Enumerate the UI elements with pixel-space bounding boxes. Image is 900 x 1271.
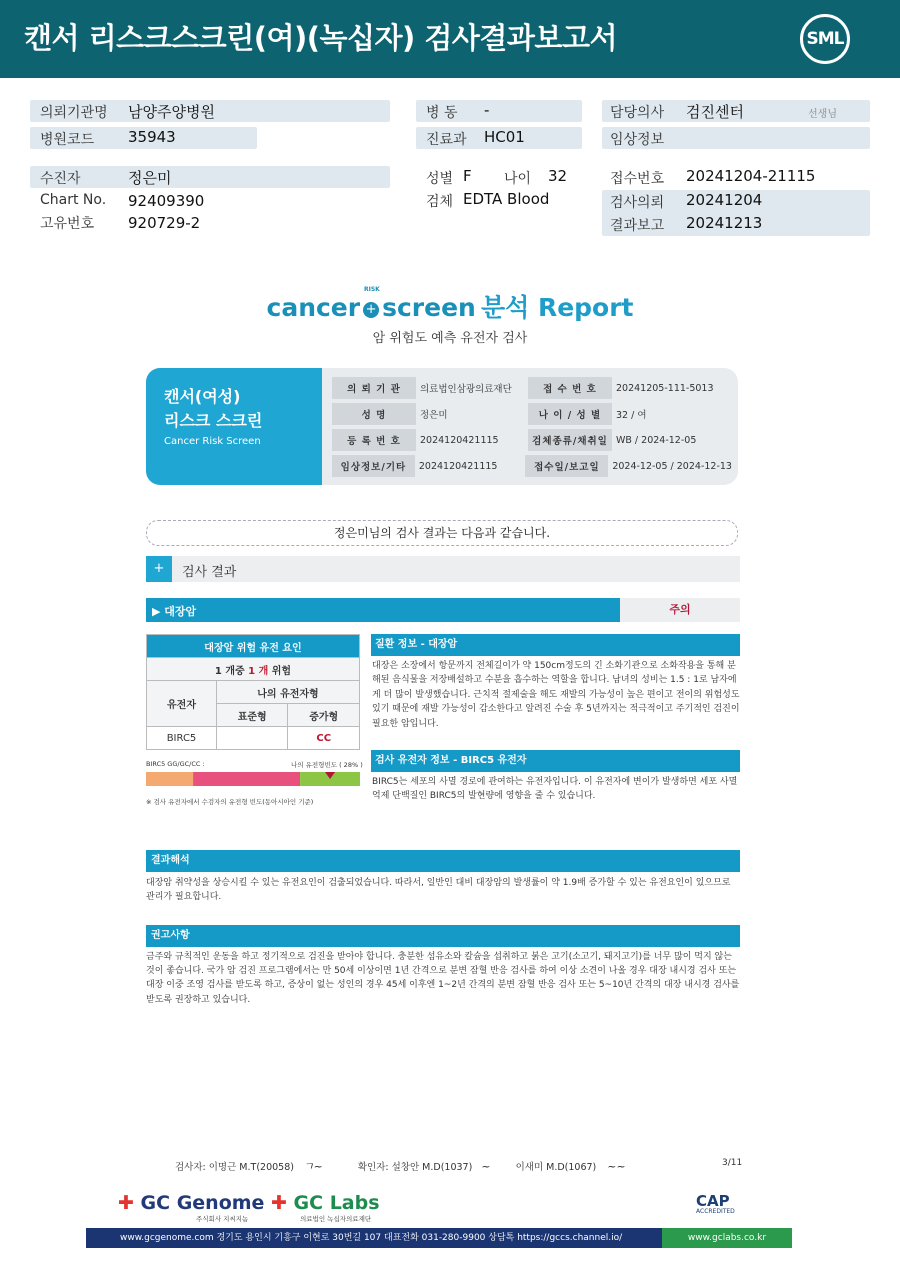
gc-labs-text: GC Labs [293, 1192, 380, 1214]
table-row [147, 727, 360, 750]
gc-genome-text: GC Genome [140, 1192, 265, 1214]
patient-card [146, 368, 738, 485]
recommendation-title: 권고사항 [146, 925, 740, 947]
examiner: 검사자: 이명근 M.T(20058) [175, 1162, 294, 1173]
brand-subtitle: 암 위험도 예측 유전자 검사 [372, 331, 528, 346]
card-value: 32 / 여 [616, 410, 647, 421]
greeting: 정은미님의 검사 결과는 다음과 같습니다. [146, 520, 738, 546]
disease-bar [146, 598, 620, 622]
gc-labs-logo [271, 1192, 380, 1214]
result-label: 결과보고 [610, 218, 665, 234]
patient-label: 수진자 [40, 171, 81, 187]
brand-logo [0, 288, 900, 324]
report-title: 캔서 리스크스크린(여)(녹십자) 검사결과보고서 [24, 21, 617, 55]
sex-label: 성별 [426, 171, 454, 187]
card-value: 정은미 [420, 410, 448, 421]
hospital-code-value: 35943 [128, 128, 176, 146]
confirmer: 확인자: 설창안 M.D(1037) [357, 1162, 473, 1173]
risk-count-value: 1 개 [248, 665, 269, 677]
gene-info-title: 검사 유전자 정보 - BIRC5 유전자 [371, 750, 740, 772]
card-rows [332, 376, 732, 478]
col-gene: 유전자 [147, 681, 217, 727]
gene-info-text: BIRC5는 세포의 사멸 경로에 관여하는 유전자입니다. 이 유전자에 변이가 발생하면 세포 사멸 억제 단백질인 BIRC5의 발현량에 영향을 줄 수 있습니다. [372, 777, 738, 802]
freq-mine-label: 나의 유전형빈도 ( 28% ) [291, 761, 363, 769]
genotype-frequency-bar [146, 772, 360, 786]
age-value: 32 [548, 167, 568, 185]
card-label: 성 명 [332, 403, 416, 425]
risk-level-badge: 주의 [620, 598, 740, 622]
card-label: 접수일/보고일 [525, 455, 608, 477]
signature-line [175, 1158, 626, 1174]
risk-plus-icon: + [363, 302, 379, 318]
institution-label: 의뢰기관명 [40, 105, 108, 121]
risk-count [147, 658, 360, 681]
examiner-signature-icon: ㄱ~ [303, 1160, 323, 1173]
card-label: 의 뢰 기 관 [332, 377, 416, 399]
recommendation-text: 금주와 규칙적인 운동을 하고 정기적으로 검진을 받아야 합니다. 충분한 섬유소와 칼슘을 섭취하고 붉은 고기(소고기, 돼지고기)를 너무 많이 먹지 않는 것이 좋습니다. 국가 암 검진 프로그램에서는 만 50세 이상이면 1년 간격으로 분변 잠혈 반응 검사를 하여 이상 소견이 나올 경우 대장 내시경 검사 또는 대장 이중 조영 검사를 받도록 하고, 증상이 없는 성인의 경우 45세 이후엔 1~2년 간격의 분변 잠혈 반응 검사 또는 5~10년 간격의 대장 내시경 검사를 받도록 권장하고 있습니다. [146, 952, 740, 1005]
col-increased: 증가형 [288, 704, 360, 727]
card-title-2: 리스크 스크린 [164, 411, 263, 430]
std-genotype [217, 727, 288, 750]
table-row [147, 681, 360, 704]
card-value: 의료법인삼광의료재단 [420, 384, 512, 395]
unique-label: 고유번호 [40, 216, 95, 232]
confirmer-signature-icon: ~ [481, 1160, 491, 1173]
card-label: 등 록 번 호 [332, 429, 416, 451]
footer-address-bar: www.gcgenome.com 경기도 용인시 기흥구 이현로 30번길 107 대표전화 031-280-9900 상담톡 https://gccs.channel.io/ [86, 1228, 792, 1248]
freq-note: ※ 검사 유전자에서 수검자의 유전형 빈도(동아시아인 기준) [146, 798, 314, 806]
card-label: 검체종류/채취일 [528, 429, 612, 451]
freq-segment [146, 772, 193, 786]
col-standard: 표준형 [217, 704, 288, 727]
sml-logo: SML [800, 14, 850, 64]
inc-genotype: CC [288, 727, 360, 750]
doctor-value: 검진센터 [686, 103, 744, 121]
section-title: 검사 결과 [182, 565, 237, 580]
card-row [332, 402, 732, 426]
gc-labs-cross-icon: ✚ [271, 1192, 287, 1214]
request-label: 검사의뢰 [610, 195, 665, 211]
card-title-en: Cancer Risk Screen [164, 436, 261, 447]
reception-value: 20241204-21115 [686, 167, 816, 185]
disease-info-text: 대장은 소장에서 항문까지 전체길이가 약 150cm정도의 긴 소화기관으로 소화작용을 통해 분해된 음식물을 저장배설하고 수분을 흡수하는 역할을 합니다. 남녀의 성비는 1.5 : 1로 남자에게 더 많이 발생했습니다. 근치적 절제술을 해도 재발의 가능성이 높은 편이고 전이의 위험성도 있기 때문에 재발 가능성이 감소한다고 알려진 수술 후 5년까지는 적극적이고 주기적인 검진이 필요한 암입니다. [372, 661, 740, 729]
card-title-panel [146, 368, 322, 485]
dept-value: HC01 [484, 128, 525, 146]
table-row [147, 635, 360, 658]
freq-label: BIRC5 GG/GC/CC : [146, 760, 205, 768]
dept-label: 진료과 [426, 132, 467, 148]
card-row [332, 428, 732, 452]
specimen-value: EDTA Blood [463, 190, 550, 208]
gc-cross-icon: ✚ [118, 1192, 134, 1214]
page-number: 3/11 [722, 1158, 743, 1168]
cap-logo: CAP [696, 1192, 730, 1210]
disease-name: ▶ 대장암 [152, 605, 197, 618]
interpretation-title: 결과해석 [146, 850, 740, 872]
specimen-label: 검체 [426, 194, 454, 210]
card-label: 나 이 / 성 별 [528, 403, 612, 425]
freq-segment [193, 772, 300, 786]
table-row [147, 658, 360, 681]
clinical-label: 임상정보 [610, 132, 665, 148]
card-row [332, 376, 732, 400]
hospital-code-label: 병원코드 [40, 132, 95, 148]
confirmer-2-signature-icon: ~~ [607, 1160, 626, 1173]
card-title-1: 캔서(여성) [164, 387, 241, 406]
doctor-suffix: 선생님 [808, 109, 837, 120]
gene-risk-table [146, 634, 360, 750]
cap-sub: ACCREDITED [696, 1208, 735, 1215]
ward-label: 병 동 [426, 105, 458, 121]
card-label: 접 수 번 호 [528, 377, 612, 399]
brand-word-screen: screen [382, 293, 476, 322]
gene-name: BIRC5 [147, 727, 217, 750]
brand-word-cancer: cancer [266, 293, 361, 322]
age-label: 나이 [504, 171, 532, 187]
patient-value: 정은미 [128, 169, 172, 187]
brand-risk-mark: RISK [364, 286, 380, 293]
reception-label: 접수번호 [610, 171, 665, 187]
brand-report: 분석 Report [480, 293, 634, 322]
patient-bar [30, 166, 390, 188]
card-value: 2024120421115 [418, 460, 498, 472]
footer-site-link[interactable]: www.gclabs.co.kr [662, 1228, 792, 1248]
risk-count-suffix: 위험 [268, 665, 292, 677]
card-value: 2024-12-05 / 2024-12-13 [612, 460, 732, 472]
disease-info-title: 질환 정보 - 대장암 [371, 634, 740, 656]
chart-value: 92409390 [128, 192, 205, 210]
doctor-label: 담당의사 [610, 105, 665, 121]
institution-value: 남양주양병원 [128, 103, 215, 121]
request-value: 20241204 [686, 191, 763, 209]
card-row [332, 454, 732, 478]
card-value: WB / 2024-12-05 [616, 434, 697, 446]
chart-label: Chart No. [40, 192, 107, 208]
unique-value: 920729-2 [128, 214, 201, 232]
card-label: 임상정보/기타 [332, 455, 415, 477]
gene-table-header: 대장암 위험 유전 요인 [147, 635, 360, 658]
card-value: 20241205-111-5013 [616, 382, 714, 394]
interpretation-text: 대장암 취약성을 상승시킬 수 있는 유전요인이 검출되었습니다. 따라서, 일반인 대비 대장암의 발생률이 약 1.9배 증가할 수 있는 유전요인이 있으므로 관리가 필요합니다. [146, 878, 731, 903]
sex-value: F [463, 167, 472, 185]
confirmer-2: 이새미 M.D(1067) [515, 1162, 597, 1173]
risk-count-prefix: 1 개중 [214, 665, 249, 677]
ward-value: - [484, 101, 490, 119]
result-value: 20241213 [686, 214, 763, 232]
result-icon: + [146, 556, 172, 582]
gc-genome-logo [118, 1192, 264, 1214]
gc-genome-sub: 주식회사 지씨지놈 [196, 1215, 249, 1223]
gc-labs-sub: 의료법인 녹십자의료재단 [300, 1215, 372, 1223]
col-my-genotype: 나의 유전자형 [217, 681, 360, 704]
card-value: 2024120421115 [420, 434, 499, 446]
